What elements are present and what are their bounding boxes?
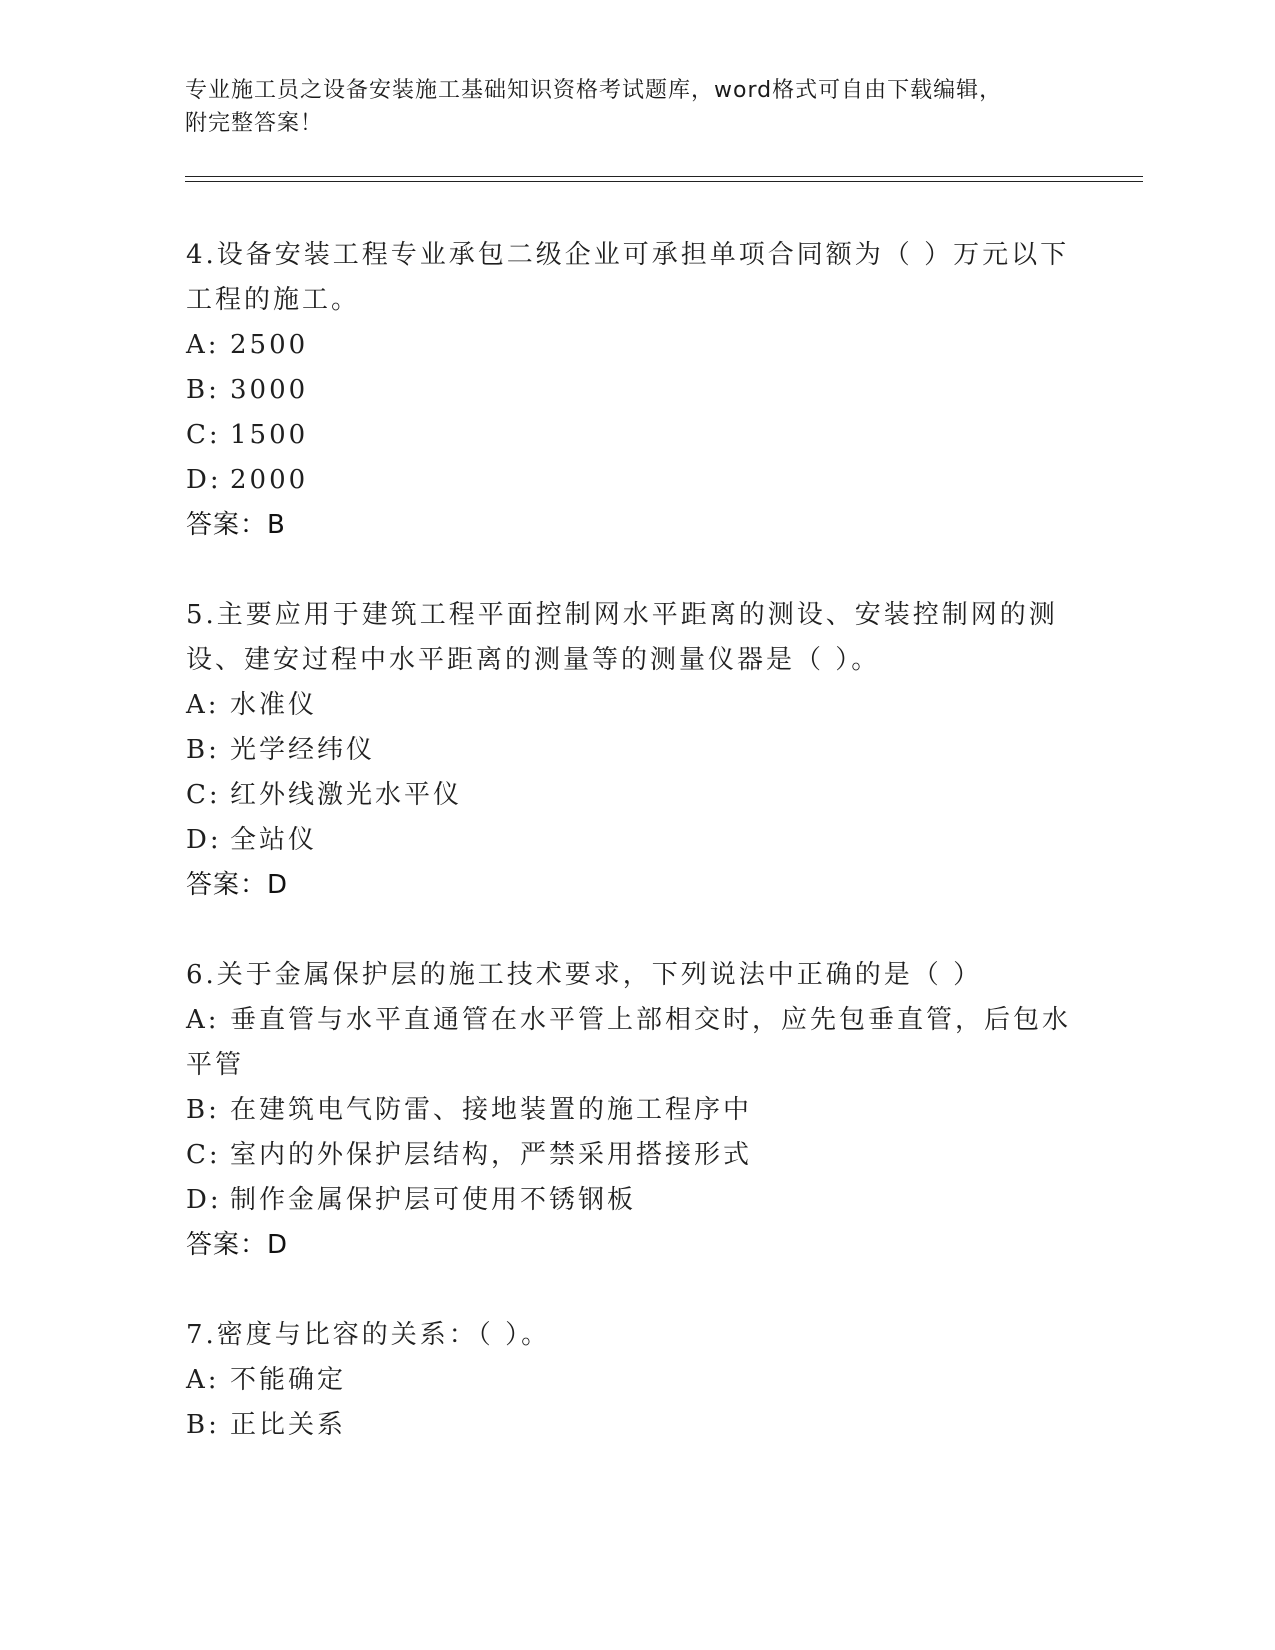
option-key: C: (186, 1140, 221, 1170)
option-a (186, 683, 1066, 728)
question-stem-line: 设、建安过程中水平距离的测量等的测量仪器是（ ）。 (186, 645, 881, 675)
option-text: 2500 (230, 330, 309, 360)
header-divider-bottom (185, 181, 1143, 182)
option-b (186, 728, 1066, 773)
answer-label: 答案：D (186, 870, 289, 900)
option-text: 2000 (230, 465, 309, 495)
header-line-1: 专业施工员之设备安装施工基础知识资格考试题库，word格式可自由下载编辑， (185, 78, 1003, 103)
option-key: A: (186, 1365, 220, 1395)
question-stem-line: 6.关于金属保护层的施工技术要求，下列说法中正确的是（ ） (186, 960, 983, 990)
option-text: 正比关系 (230, 1410, 347, 1440)
option-text: 1500 (230, 420, 309, 450)
option-d (186, 458, 1066, 503)
option-key: B: (186, 1410, 220, 1440)
option-key: B: (186, 1095, 220, 1125)
option-d (186, 1178, 1066, 1223)
header-divider-top (185, 176, 1143, 177)
option-text: 制作金属保护层可使用不锈钢板 (230, 1185, 637, 1215)
option-text: 垂直管与水平直通管在水平管上部相交时，应先包垂直管，后包水 (230, 1005, 1072, 1035)
option-a (186, 1358, 1066, 1403)
option-b (186, 1088, 1066, 1133)
option-key: A: (186, 330, 220, 360)
answer-label: 答案：B (186, 510, 286, 540)
option-text: 全站仪 (230, 825, 318, 855)
option-a (186, 998, 1072, 1043)
document-header (185, 74, 1085, 140)
option-key: C: (186, 420, 221, 450)
option-key: C: (186, 780, 221, 810)
option-key: A: (186, 690, 220, 720)
question-stem-line: 5.主要应用于建筑工程平面控制网水平距离的测设、安装控制网的测 (186, 600, 1058, 630)
option-text: 水准仪 (230, 690, 318, 720)
answer-label: 答案：D (186, 1230, 289, 1260)
option-text: 室内的外保护层结构，严禁采用搭接形式 (230, 1140, 753, 1170)
option-text: 在建筑电气防雷、接地装置的施工程序中 (230, 1095, 753, 1125)
question-6 (186, 953, 1072, 1268)
question-stem-line: 7.密度与比容的关系：（ ）。 (186, 1320, 551, 1350)
option-b (186, 368, 1066, 413)
option-text: 3000 (230, 375, 309, 405)
option-c (186, 773, 1066, 818)
option-key: D: (186, 825, 222, 855)
option-c (186, 413, 1066, 458)
option-text: 红外线激光水平仪 (230, 780, 463, 810)
question-stem-line: 工程的施工。 (186, 285, 361, 315)
question-5 (186, 593, 1066, 908)
question-4 (186, 233, 1070, 548)
option-key: D: (186, 1185, 222, 1215)
option-text: 光学经纬仪 (230, 735, 376, 765)
option-c (186, 1133, 1066, 1178)
option-d (186, 818, 1066, 863)
question-7 (186, 1313, 1066, 1448)
option-key: D: (186, 465, 222, 495)
question-stem-line: 4.设备安装工程专业承包二级企业可承担单项合同额为（ ）万元以下 (186, 240, 1070, 270)
option-key: B: (186, 735, 220, 765)
option-a-continuation: 平管 (186, 1050, 245, 1080)
option-key: A: (186, 1005, 220, 1035)
option-text: 不能确定 (230, 1365, 347, 1395)
option-b (186, 1403, 1066, 1448)
option-key: B: (186, 375, 220, 405)
header-line-2: 附完整答案！ (185, 111, 324, 136)
option-a (186, 323, 1066, 368)
